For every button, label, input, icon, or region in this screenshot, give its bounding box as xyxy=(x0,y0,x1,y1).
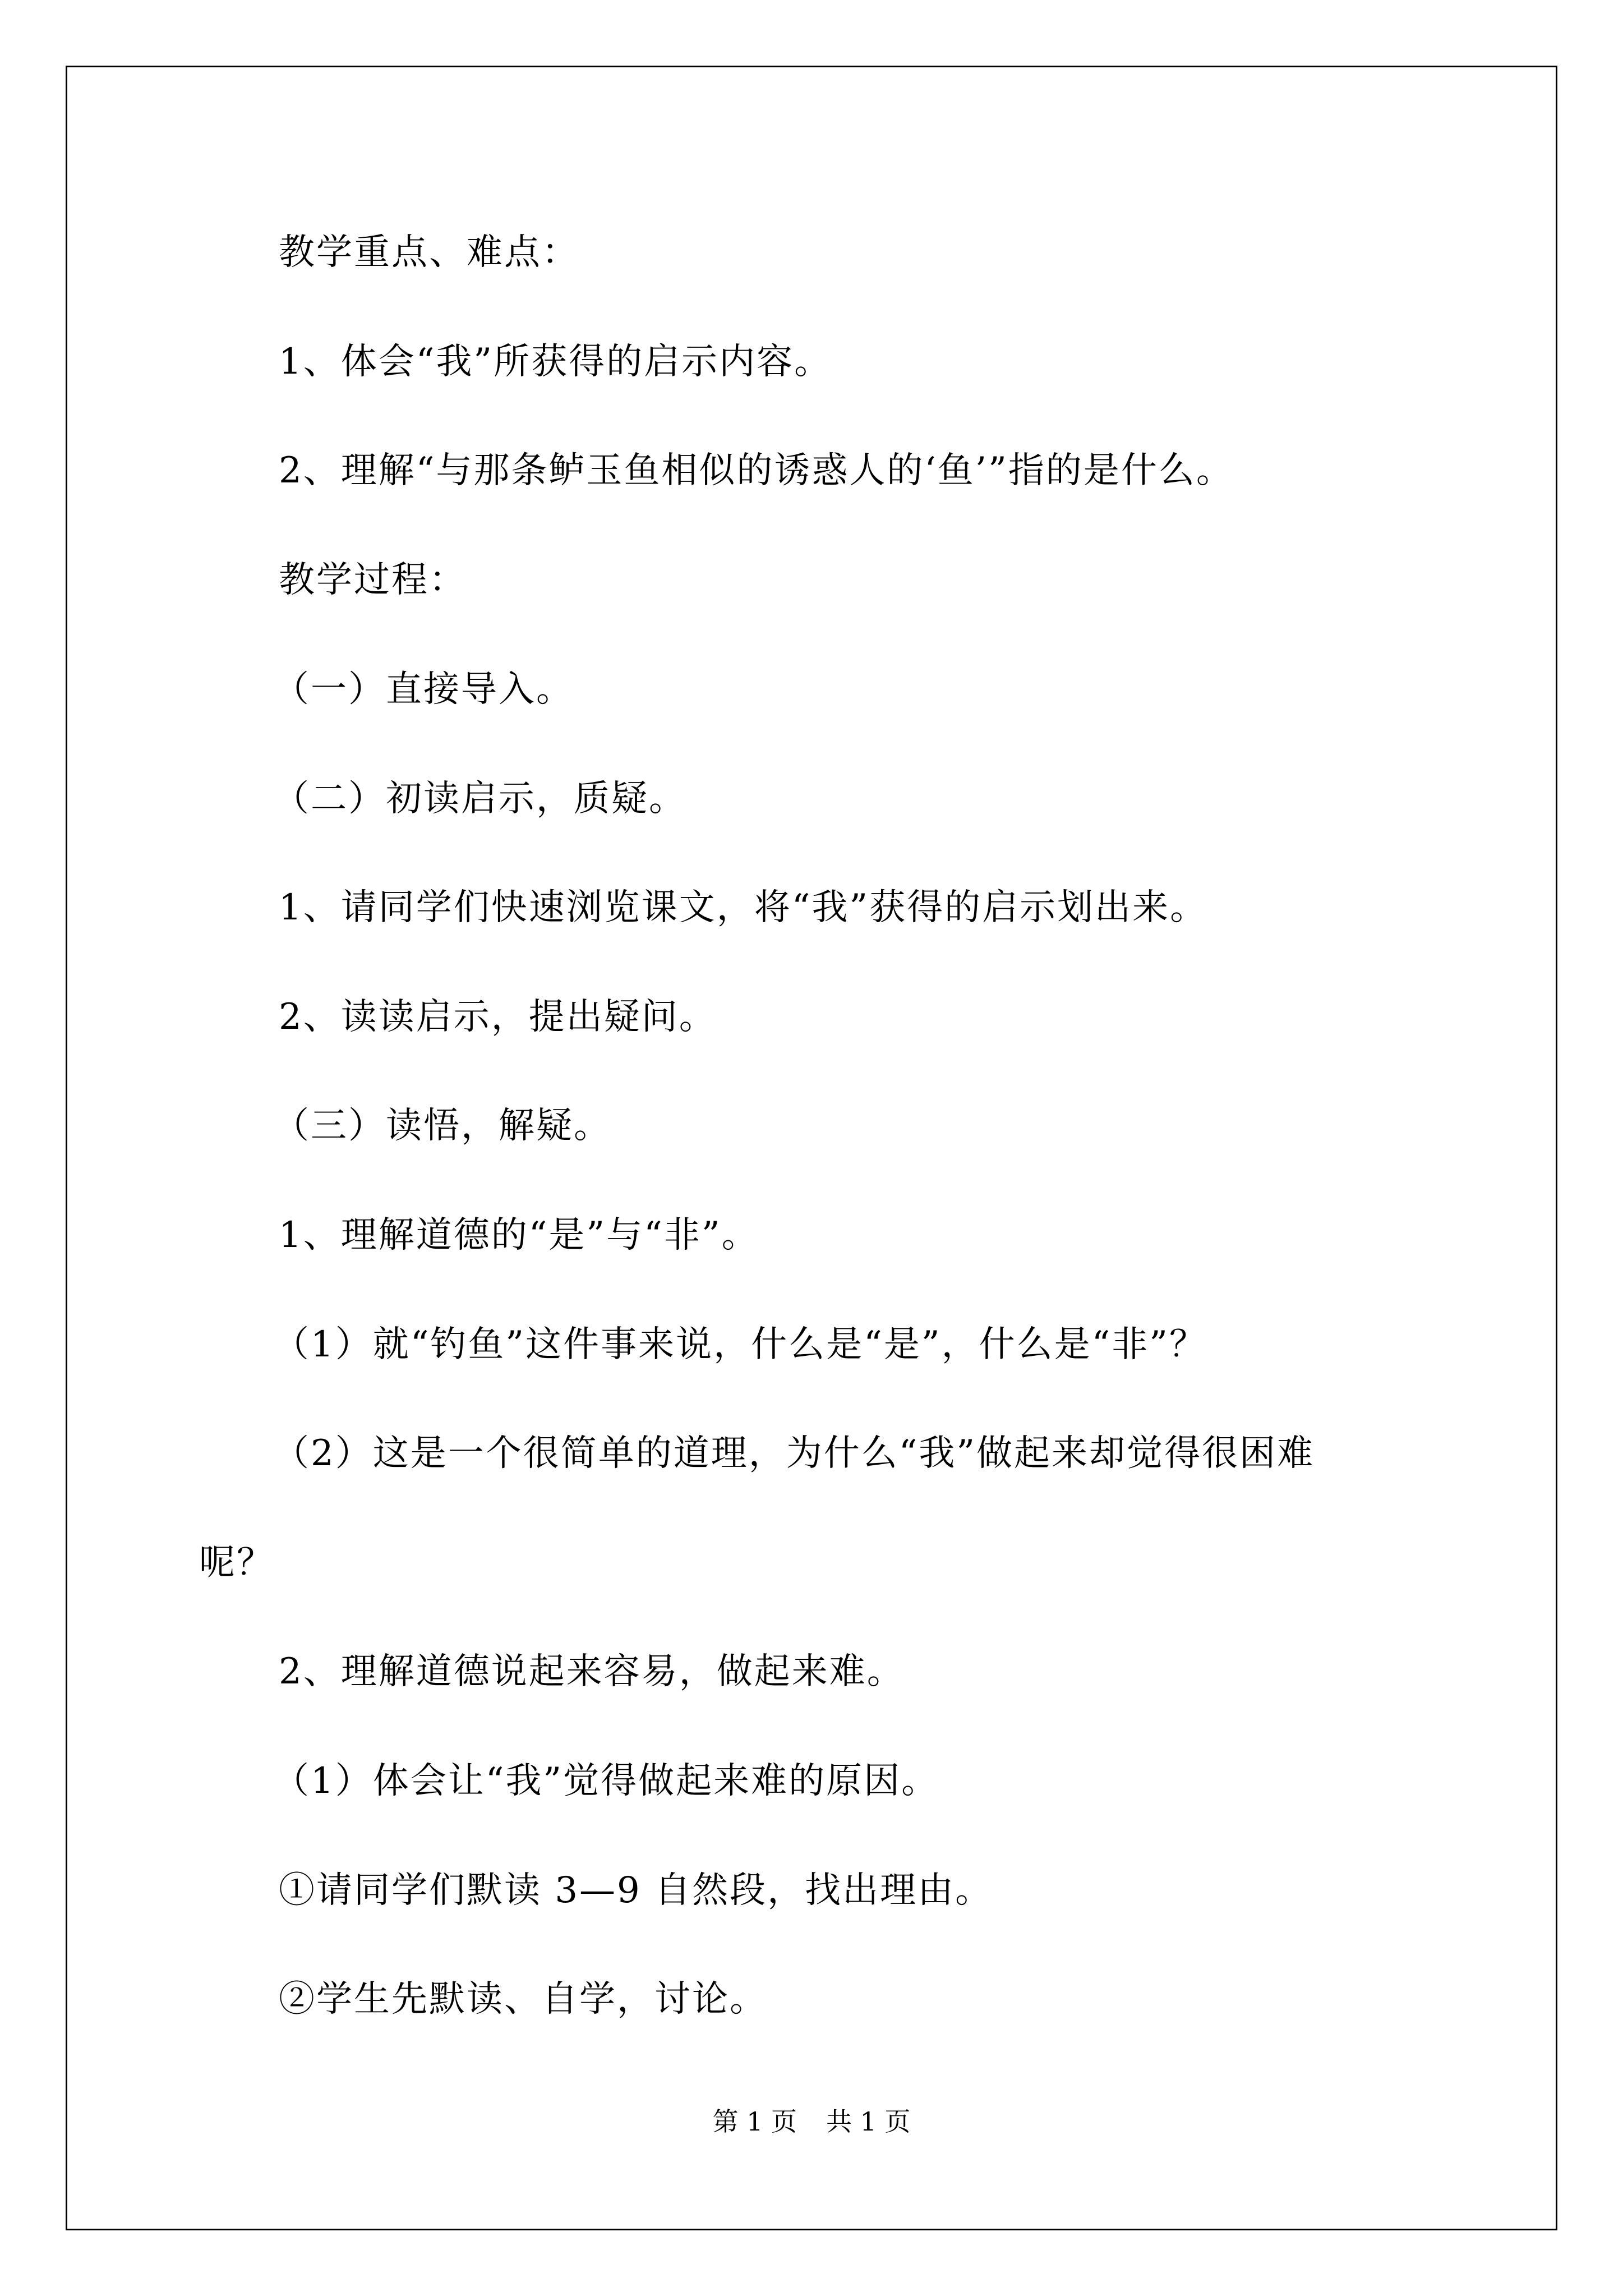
paragraph-circled-1: ①请同学们默读 3—9 自然段，找出理由。 xyxy=(279,1870,993,1911)
paragraph-question-2: （2）这是一个很简单的道理，为什么“我”做起来却觉得很困难 xyxy=(273,1433,1315,1474)
paragraph-step-2-item-2: 2、读读启示，提出疑问。 xyxy=(279,996,717,1038)
paragraph-key-point-1: 1、体会“我”所获得的启示内容。 xyxy=(279,341,832,383)
paragraph-question-2-continued: 呢？ xyxy=(199,1542,274,1584)
section-heading-process: 教学过程： xyxy=(279,559,467,601)
paragraph-step-2: （二）初读启示，质疑。 xyxy=(273,778,686,820)
paragraph-step-1: （一）直接导入。 xyxy=(273,669,574,710)
page-number-current: 第 1 页 xyxy=(712,2106,797,2137)
paragraph-step-3-item-1: 1、理解道德的“是”与“非”。 xyxy=(279,1214,759,1256)
paragraph-key-point-2: 2、理解“与那条鲈玉鱼相似的诱惑人的‘鱼’”指的是什么。 xyxy=(279,450,1234,491)
paragraph-step-3: （三）读悟，解疑。 xyxy=(273,1105,611,1147)
section-heading-key-points: 教学重点、难点： xyxy=(279,232,579,273)
paragraph-sub-point-1: （1）体会让“我”觉得做起来难的原因。 xyxy=(273,1760,939,1802)
paragraph-step-2-item-1: 1、请同学们快速浏览课文，将“我”获得的启示划出来。 xyxy=(279,887,1208,928)
paragraph-step-3-item-2: 2、理解道德说起来容易，做起来难。 xyxy=(279,1651,905,1692)
paragraph-circled-2: ②学生先默读、自学，讨论。 xyxy=(279,1978,767,2020)
page-footer xyxy=(0,2105,1623,2138)
paragraph-question-1: （1）就“钓鱼”这件事来说，什么是“是”，什么是“非”？ xyxy=(273,1324,1207,1365)
page-number-total: 共 1 页 xyxy=(826,2106,911,2137)
